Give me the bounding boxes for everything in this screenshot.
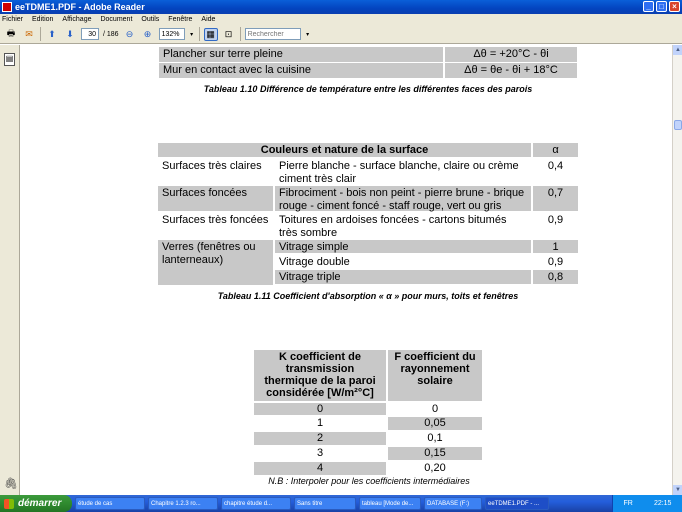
scroll-down-arrow-icon[interactable]: ▼	[673, 485, 682, 495]
table110-row-label: Plancher sur terre pleine	[159, 47, 443, 62]
table111-alpha-header: α	[533, 143, 578, 157]
print-icon[interactable]: 🖶	[6, 28, 16, 38]
toolbar-separator	[240, 27, 241, 41]
clock: 22:15	[653, 500, 672, 507]
table112-header-k: K coefficient de transmission thermique de la paroi considérée [W/m²°C]	[254, 350, 386, 401]
taskbar-item[interactable]: Chapitre 1.2.3 ro...	[148, 497, 218, 510]
table111-category: Surfaces très claires	[162, 160, 262, 172]
menu-edition[interactable]: Edition	[32, 16, 54, 23]
table112-k: 4	[254, 462, 386, 475]
table111-caption: Tableau 1.11 Coefficient d'absorption « α » pour murs, toits et fenêtres	[217, 291, 519, 301]
table111-category-verres: Verres (fenêtres ou lanterneaux)	[158, 240, 273, 285]
table112-k: 3	[316, 447, 324, 459]
windows-logo-icon	[4, 499, 14, 509]
menu-fenetre[interactable]: Fenêtre	[168, 16, 193, 23]
page-total: / 186	[103, 30, 119, 38]
system-tray	[612, 495, 682, 512]
table112-note: N.B : Interpoler pour les coefficients intermédiaires	[268, 476, 470, 486]
zoom-dropdown-icon[interactable]: ▾	[190, 31, 194, 38]
menu-affichage[interactable]: Affichage	[62, 16, 92, 23]
pages-panel-icon[interactable]: ▤	[4, 53, 15, 66]
table112-f: 0,15	[388, 447, 482, 460]
window-title: eeTDME1.PDF - Adobe Reader	[15, 2, 145, 12]
table111-category: Surfaces très foncées	[162, 214, 269, 226]
fit-width-icon[interactable]: ⊡	[224, 28, 233, 39]
close-button[interactable]: ×	[669, 1, 680, 12]
fit-page-icon[interactable]: ▦	[204, 28, 218, 41]
document-page	[21, 45, 672, 495]
scroll-up-arrow-icon[interactable]: ▲	[673, 45, 682, 55]
adobe-reader-icon	[2, 2, 12, 12]
table111-desc: Vitrage simple	[275, 240, 531, 253]
collaborate-icon[interactable]: ✉	[25, 28, 33, 39]
table112-k: 1	[316, 417, 324, 429]
table111-alpha: 1	[533, 240, 578, 253]
table111-category: Surfaces foncées	[158, 186, 273, 211]
table111-alpha: 0,9	[547, 256, 564, 268]
menu-document[interactable]: Document	[100, 16, 133, 23]
next-page-icon[interactable]: ⬇	[66, 28, 74, 39]
title-bar	[0, 0, 682, 14]
zoom-in-icon[interactable]: ⊕	[143, 28, 152, 39]
table112-f: 0,05	[388, 417, 482, 430]
language-indicator[interactable]: FR	[623, 500, 633, 507]
menu-bar	[0, 14, 682, 25]
table110-row-label: Mur en contact avec la cuisine	[159, 63, 443, 78]
table111-header: Couleurs et nature de la surface	[158, 143, 531, 157]
zoom-out-icon[interactable]: ⊖	[125, 28, 134, 39]
taskbar-item[interactable]: Sans titre	[294, 497, 356, 510]
table111-desc: Vitrage double	[279, 256, 350, 268]
toolbar	[0, 25, 682, 44]
table111-desc: Toitures en ardoises foncées - cartons bitumés très sombre	[279, 214, 507, 239]
table111-desc: Pierre blanche - surface blanche, claire ou crème ciment très clair	[279, 160, 519, 185]
table112-f: 0,1	[427, 432, 443, 444]
attachments-icon[interactable]: 🖇	[4, 478, 18, 490]
table111-alpha: 0,7	[533, 186, 578, 211]
taskbar-item[interactable]: chapitre étude d...	[221, 497, 291, 510]
taskbar-item[interactable]: tableau [Mode de...	[359, 497, 421, 510]
table111-desc: Vitrage triple	[275, 270, 531, 284]
search-input[interactable]	[245, 28, 301, 40]
table112-f: 0	[431, 403, 439, 415]
menu-outils[interactable]: Outils	[141, 16, 160, 23]
table111-alpha: 0,9	[547, 214, 564, 226]
navigation-pane	[0, 45, 20, 495]
table111-alpha: 0,4	[547, 160, 564, 172]
table112-k: 2	[254, 432, 386, 445]
start-label: démarrer	[18, 498, 62, 509]
table112-f: 0,20	[424, 462, 446, 474]
toolbar-separator	[40, 27, 41, 41]
table112-header-f: F coefficient du rayonnement solaire	[388, 350, 482, 401]
menu-aide[interactable]: Aide	[201, 16, 216, 23]
table110-caption: Tableau 1.10 Différence de température entre les différentes faces des parois	[203, 84, 533, 94]
page-number-input[interactable]	[81, 28, 99, 40]
taskbar-item-active[interactable]: eeTDME1.PDF - ...	[485, 497, 549, 510]
table112-k: 0	[254, 403, 386, 415]
search-dropdown-icon[interactable]: ▾	[306, 31, 310, 38]
taskbar-item[interactable]: étude de cas	[75, 497, 145, 510]
vertical-scrollbar[interactable]	[672, 45, 682, 495]
scroll-thumb[interactable]	[674, 120, 682, 130]
zoom-input[interactable]	[159, 28, 185, 40]
previous-page-icon[interactable]: ⬆	[48, 28, 56, 39]
table110-row-value: Δθ = θe - θi + 18°C	[445, 63, 577, 78]
table110-row-value: Δθ = +20°C - θi	[445, 47, 577, 62]
minimize-button[interactable]: _	[643, 1, 654, 12]
table111-alpha: 0,8	[533, 270, 578, 284]
taskbar-item[interactable]: DATABASE (F:)	[424, 497, 482, 510]
maximize-button[interactable]: □	[656, 1, 667, 12]
toolbar-separator	[199, 27, 200, 41]
taskbar	[0, 495, 682, 512]
start-button[interactable]	[0, 495, 72, 512]
table111-desc: Fibrociment - bois non peint - pierre brune - brique rouge - ciment foncé - staff rouge, vert ou gris	[275, 186, 531, 211]
menu-fichier[interactable]: Fichier	[2, 16, 24, 23]
